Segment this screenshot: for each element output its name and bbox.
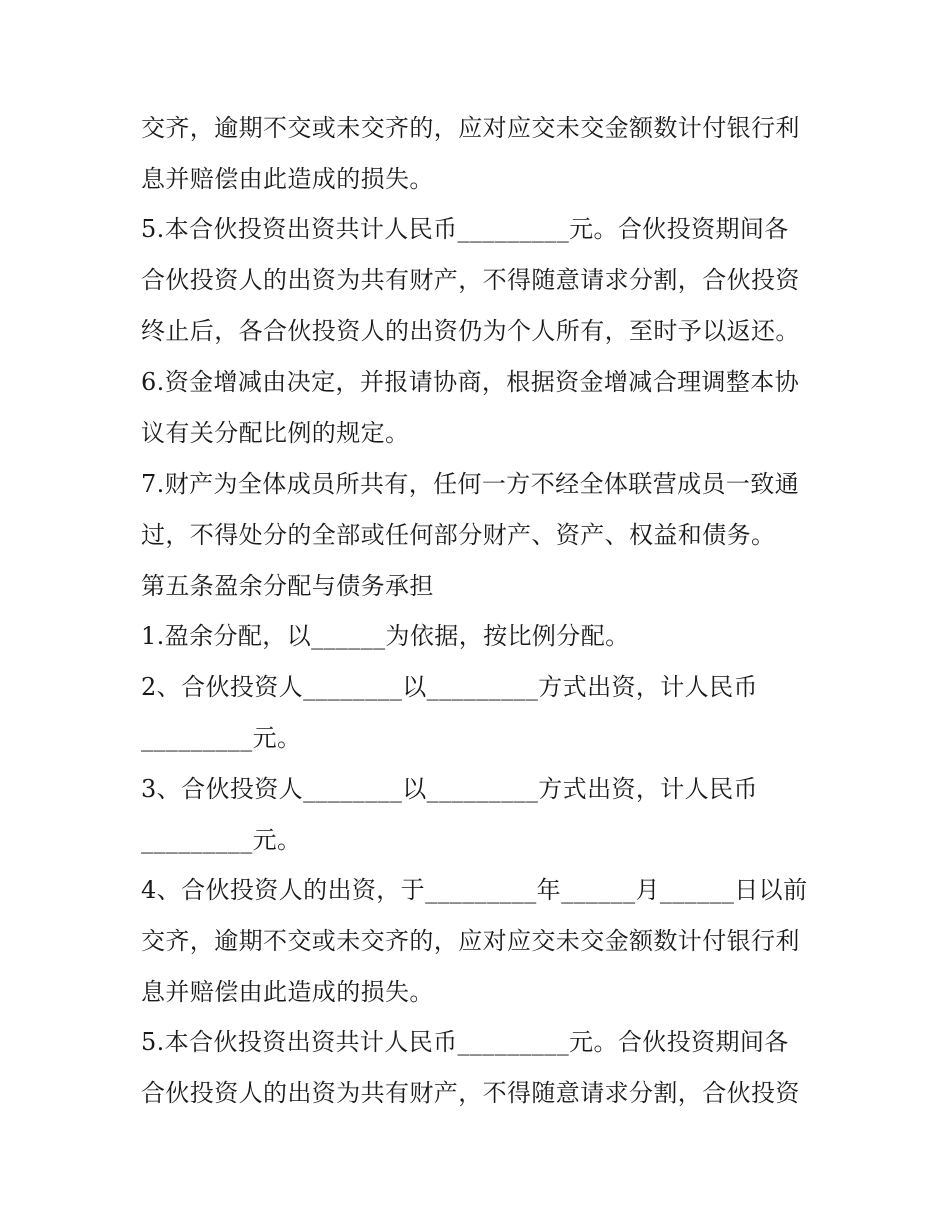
text-line: 议有关分配比例的规定。	[141, 419, 410, 447]
text-line: _________元。	[141, 724, 302, 752]
text-line: 合伙投资人的出资为共有财产，不得随意请求分割，合伙投资	[141, 266, 800, 294]
text-line: 息并赔偿由此造成的损失。	[141, 978, 434, 1006]
text-line: 7.财产为全体成员所共有，任何一方不经全体联营成员一致通	[141, 470, 800, 498]
text-line: 2、合伙投资人________以_________方式出资，计人民币	[141, 673, 758, 701]
text-line: 交齐，逾期不交或未交齐的，应对应交未交金额数计付银行利	[141, 114, 800, 142]
section-heading: 第五条盈余分配与债务承担	[141, 572, 434, 600]
text-line: _________元。	[141, 826, 302, 854]
text-line: 1.盈余分配，以______为依据，按比例分配。	[141, 622, 630, 650]
text-line: 合伙投资人的出资为共有财产，不得随意请求分割，合伙投资	[141, 1079, 800, 1107]
text-line: 交齐，逾期不交或未交齐的，应对应交未交金额数计付银行利	[141, 927, 800, 955]
text-line: 息并赔偿由此造成的损失。	[141, 165, 434, 193]
text-line: 4、合伙投资人的出资，于_________年______月______日以前	[141, 876, 808, 904]
text-line: 3、合伙投资人________以_________方式出资，计人民币	[141, 775, 758, 803]
text-line: 6.资金增减由决定，并报请协商，根据资金增减合理调整本协	[141, 368, 800, 396]
text-line: 终止后，各合伙投资人的出资仍为个人所有，至时予以返还。	[141, 317, 800, 345]
text-line: 5.本合伙投资出资共计人民币_________元。合伙投资期间各	[141, 1028, 789, 1056]
text-line: 5.本合伙投资出资共计人民币_________元。合伙投资期间各	[141, 215, 789, 243]
text-line: 过，不得处分的全部或任何部分财产、资产、权益和债务。	[141, 521, 776, 549]
